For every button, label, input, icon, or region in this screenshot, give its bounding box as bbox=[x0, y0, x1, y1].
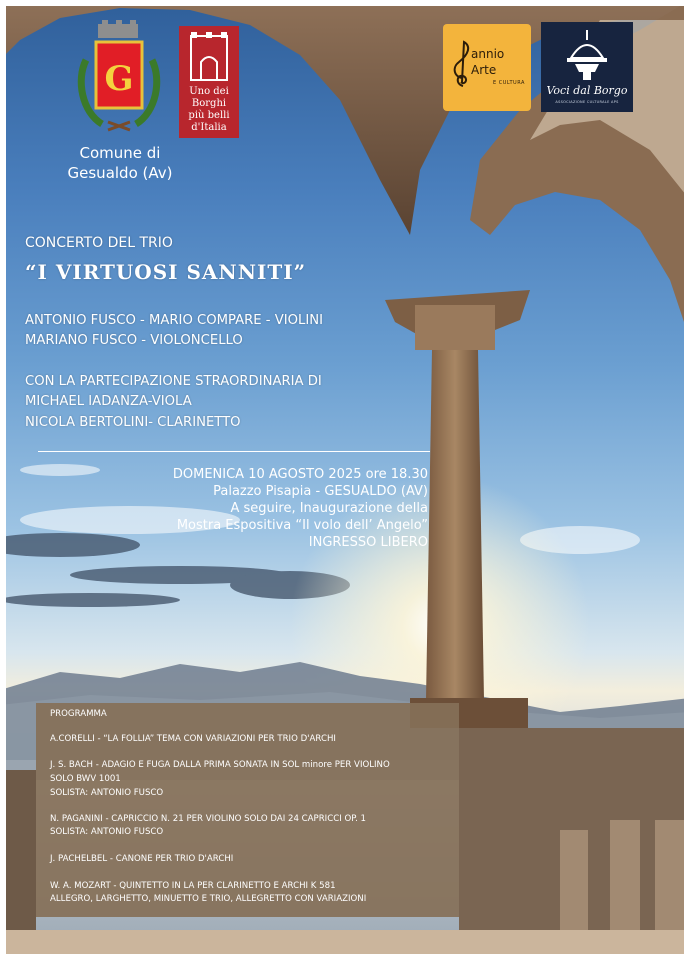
concert-heading: CONCERTO DEL TRIO bbox=[25, 235, 173, 251]
event-follow-line: Mostra Espositiva “Il volo dell’ Angelo” bbox=[176, 518, 428, 533]
tower-icon bbox=[179, 26, 239, 84]
guests-intro: CON LA PARTECIPAZIONE STRAORDINARIA DI bbox=[25, 374, 322, 389]
program-item: ALLEGRO, LARGHETTO, MINUETTO E TRIO, ALLEGRETTO CON VARIAZIONI bbox=[50, 894, 367, 904]
comune-letter: G bbox=[104, 59, 134, 99]
dome-fountain-icon bbox=[561, 28, 613, 82]
column bbox=[426, 350, 484, 700]
guest-name: MICHAEL IADANZA-VIOLA bbox=[25, 394, 192, 409]
program-item: SOLISTA: ANTONIO FUSCO bbox=[50, 827, 164, 837]
program-box bbox=[36, 703, 459, 917]
guest-name: NICOLA BERTOLINI- CLARINETTO bbox=[25, 415, 241, 430]
program-title: PROGRAMMA bbox=[50, 709, 107, 719]
comune-coat-of-arms-logo bbox=[72, 20, 168, 140]
performers-line: ANTONIO FUSCO - MARIO COMPARE - VIOLINI bbox=[25, 313, 324, 328]
program-item: SOLISTA: ANTONIO FUSCO bbox=[50, 788, 164, 798]
program-item: W. A. MOZART - QUINTETTO IN LA PER CLARINETTO E ARCHI K 581 bbox=[50, 881, 336, 891]
program-item: SOLO BWV 1001 bbox=[50, 774, 121, 784]
sannio-arte-cultura-logo: annio Arte E CULTURA bbox=[443, 24, 531, 111]
program-item: N. PAGANINI - CAPRICCIO N. 21 PER VIOLINO SOLO DAI 24 CAPRICCI OP. 1 bbox=[50, 814, 367, 824]
program-item: J. S. BACH - ADAGIO E FUGA DALLA PRIMA SONATA IN SOL minore PER VIOLINO bbox=[50, 760, 390, 770]
event-follow-line: A seguire, Inaugurazione della bbox=[230, 501, 428, 516]
trio-name: “I VIRTUOSI SANNITI” bbox=[25, 260, 307, 284]
divider-line bbox=[38, 451, 430, 452]
event-entry: INGRESSO LIBERO bbox=[308, 535, 428, 550]
program-item: A.CORELLI - “LA FOLLIA” TEMA CON VARIAZIONI PER TRIO D'ARCHI bbox=[50, 734, 336, 744]
program-item: J. PACHELBEL - CANONE PER TRIO D'ARCHI bbox=[50, 854, 234, 864]
borghi-piu-belli-logo: Uno dei Borghi più belli d'Italia bbox=[179, 26, 239, 138]
event-date: DOMENICA 10 AGOSTO 2025 ore 18.30 bbox=[172, 467, 428, 482]
performers-line: MARIANO FUSCO - VIOLONCELLO bbox=[25, 333, 243, 348]
treble-clef-icon bbox=[451, 38, 473, 90]
comune-name: Comune di Gesualdo (Av) bbox=[67, 144, 173, 182]
event-venue: Palazzo Pisapia - GESUALDO (AV) bbox=[213, 484, 428, 499]
voci-dal-borgo-logo: Voci dal Borgo ASSOCIAZIONE CULTURALE APS bbox=[541, 22, 633, 112]
